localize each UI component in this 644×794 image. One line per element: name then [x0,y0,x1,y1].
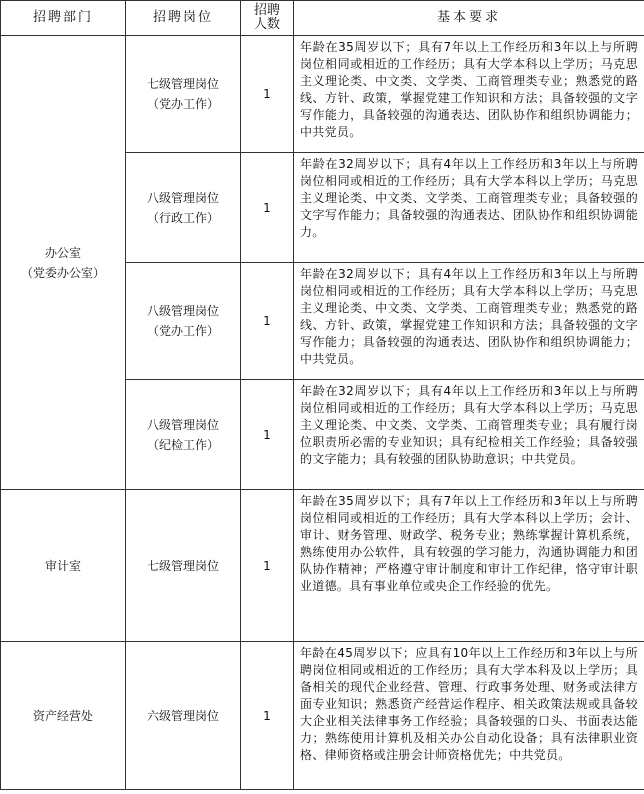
post-cell: 八级管理岗位 （行政工作） [126,153,241,263]
requirements-cell: 年龄在32周岁以下；具有4年以上工作经历和3年以上与所聘岗位相同或相近的工作经历；具有大学本科以上学历；马克思主义理论类、中文类、文学类、工商管理类专业；具有履行岗位职责所必需的专业知识；具有纪检相关工作经验；具备较强的文字能力；具有较强的团队协助意识；中共党员。 [294,380,644,490]
dept-cell: 办公室 （党委办公室） [1,36,126,490]
dept-cell: 资产经营处 [1,642,126,790]
post-cell: 七级管理岗位 [126,490,241,642]
requirements-cell: 年龄在32周岁以下；具有4年以上工作经历和3年以上与所聘岗位相同或相近的工作经历；具有大学本科以上学历；马克思主义理论类、中文类、文学类、工商管理类专业；熟悉党的路线、方针、政策，掌握党建工作知识和方法；具备较强的文字写作能力；具备较强的沟通表达、团队协作和组织协调能力；中共党员。 [294,263,644,380]
post-cell: 八级管理岗位 （纪检工作） [126,380,241,490]
count-cell: 1 [241,36,294,153]
count-cell: 1 [241,153,294,263]
header-row [1,1,644,36]
table-row [1,36,644,153]
header-post: 招聘岗位 [126,1,241,36]
requirements-cell: 年龄在32周岁以下；具有4年以上工作经历和3年以上与所聘岗位相同或相近的工作经历；具有大学本科以上学历；马克思主义理论类、中文类、文学类、工商管理类专业；具备较强的文字写作能力；具备较强的沟通表达、团队协作和组织协调能力。 [294,153,644,263]
header-requirements: 基本要求 [294,1,644,36]
post-cell: 八级管理岗位 （党办工作） [126,263,241,380]
count-cell: 1 [241,263,294,380]
count-cell: 1 [241,380,294,490]
table-row [1,490,644,642]
dept-cell: 审计室 [1,490,126,642]
count-cell: 1 [241,490,294,642]
post-cell: 六级管理岗位 [126,642,241,790]
count-cell: 1 [241,642,294,790]
requirements-cell: 年龄在35周岁以下；具有7年以上工作经历和3年以上与所聘岗位相同或相近的工作经历；具有大学本科以上学历；会计、审计、财务管理、财政学、税务专业；熟练掌握计算机系统，熟练使用办公软件，具有较强的学习能力，沟通协调能力和团队协作精神；严格遵守审计制度和审计工作纪律，恪守审计职业道德。具有事业单位或央企工作经验的优先。 [294,490,644,642]
post-cell: 七级管理岗位 （党办工作） [126,36,241,153]
table-row [1,642,644,790]
requirements-cell: 年龄在45周岁以下；应具有10年以上工作经历和3年以上与所聘岗位相同或相近的工作经历；具有大学本科及以上学历；具备相关的现代企业经营、管理、行政事务处理、财务或法律方面专业知识；熟悉资产经营运作程序、相关政策法规或具备较大企业相关法律事务工作经验；具备较强的口头、书面表达能力；熟练使用计算机及相关办公自动化设备；具有法律职业资格、律师资格或注册会计师资格优先；中共党员。 [294,642,644,790]
header-dept: 招聘部门 [1,1,126,36]
requirements-cell: 年龄在35周岁以下；具有7年以上工作经历和3年以上与所聘岗位相同或相近的工作经历；具有大学本科以上学历；马克思主义理论类、中文类、文学类、工商管理类专业；熟悉党的路线、方针、政策，掌握党建工作知识和方法；具备较强的文字写作能力，具备较强的沟通表达、团队协作和组织协调能力；中共党员。 [294,36,644,153]
header-count: 招聘 人数 [241,1,294,36]
